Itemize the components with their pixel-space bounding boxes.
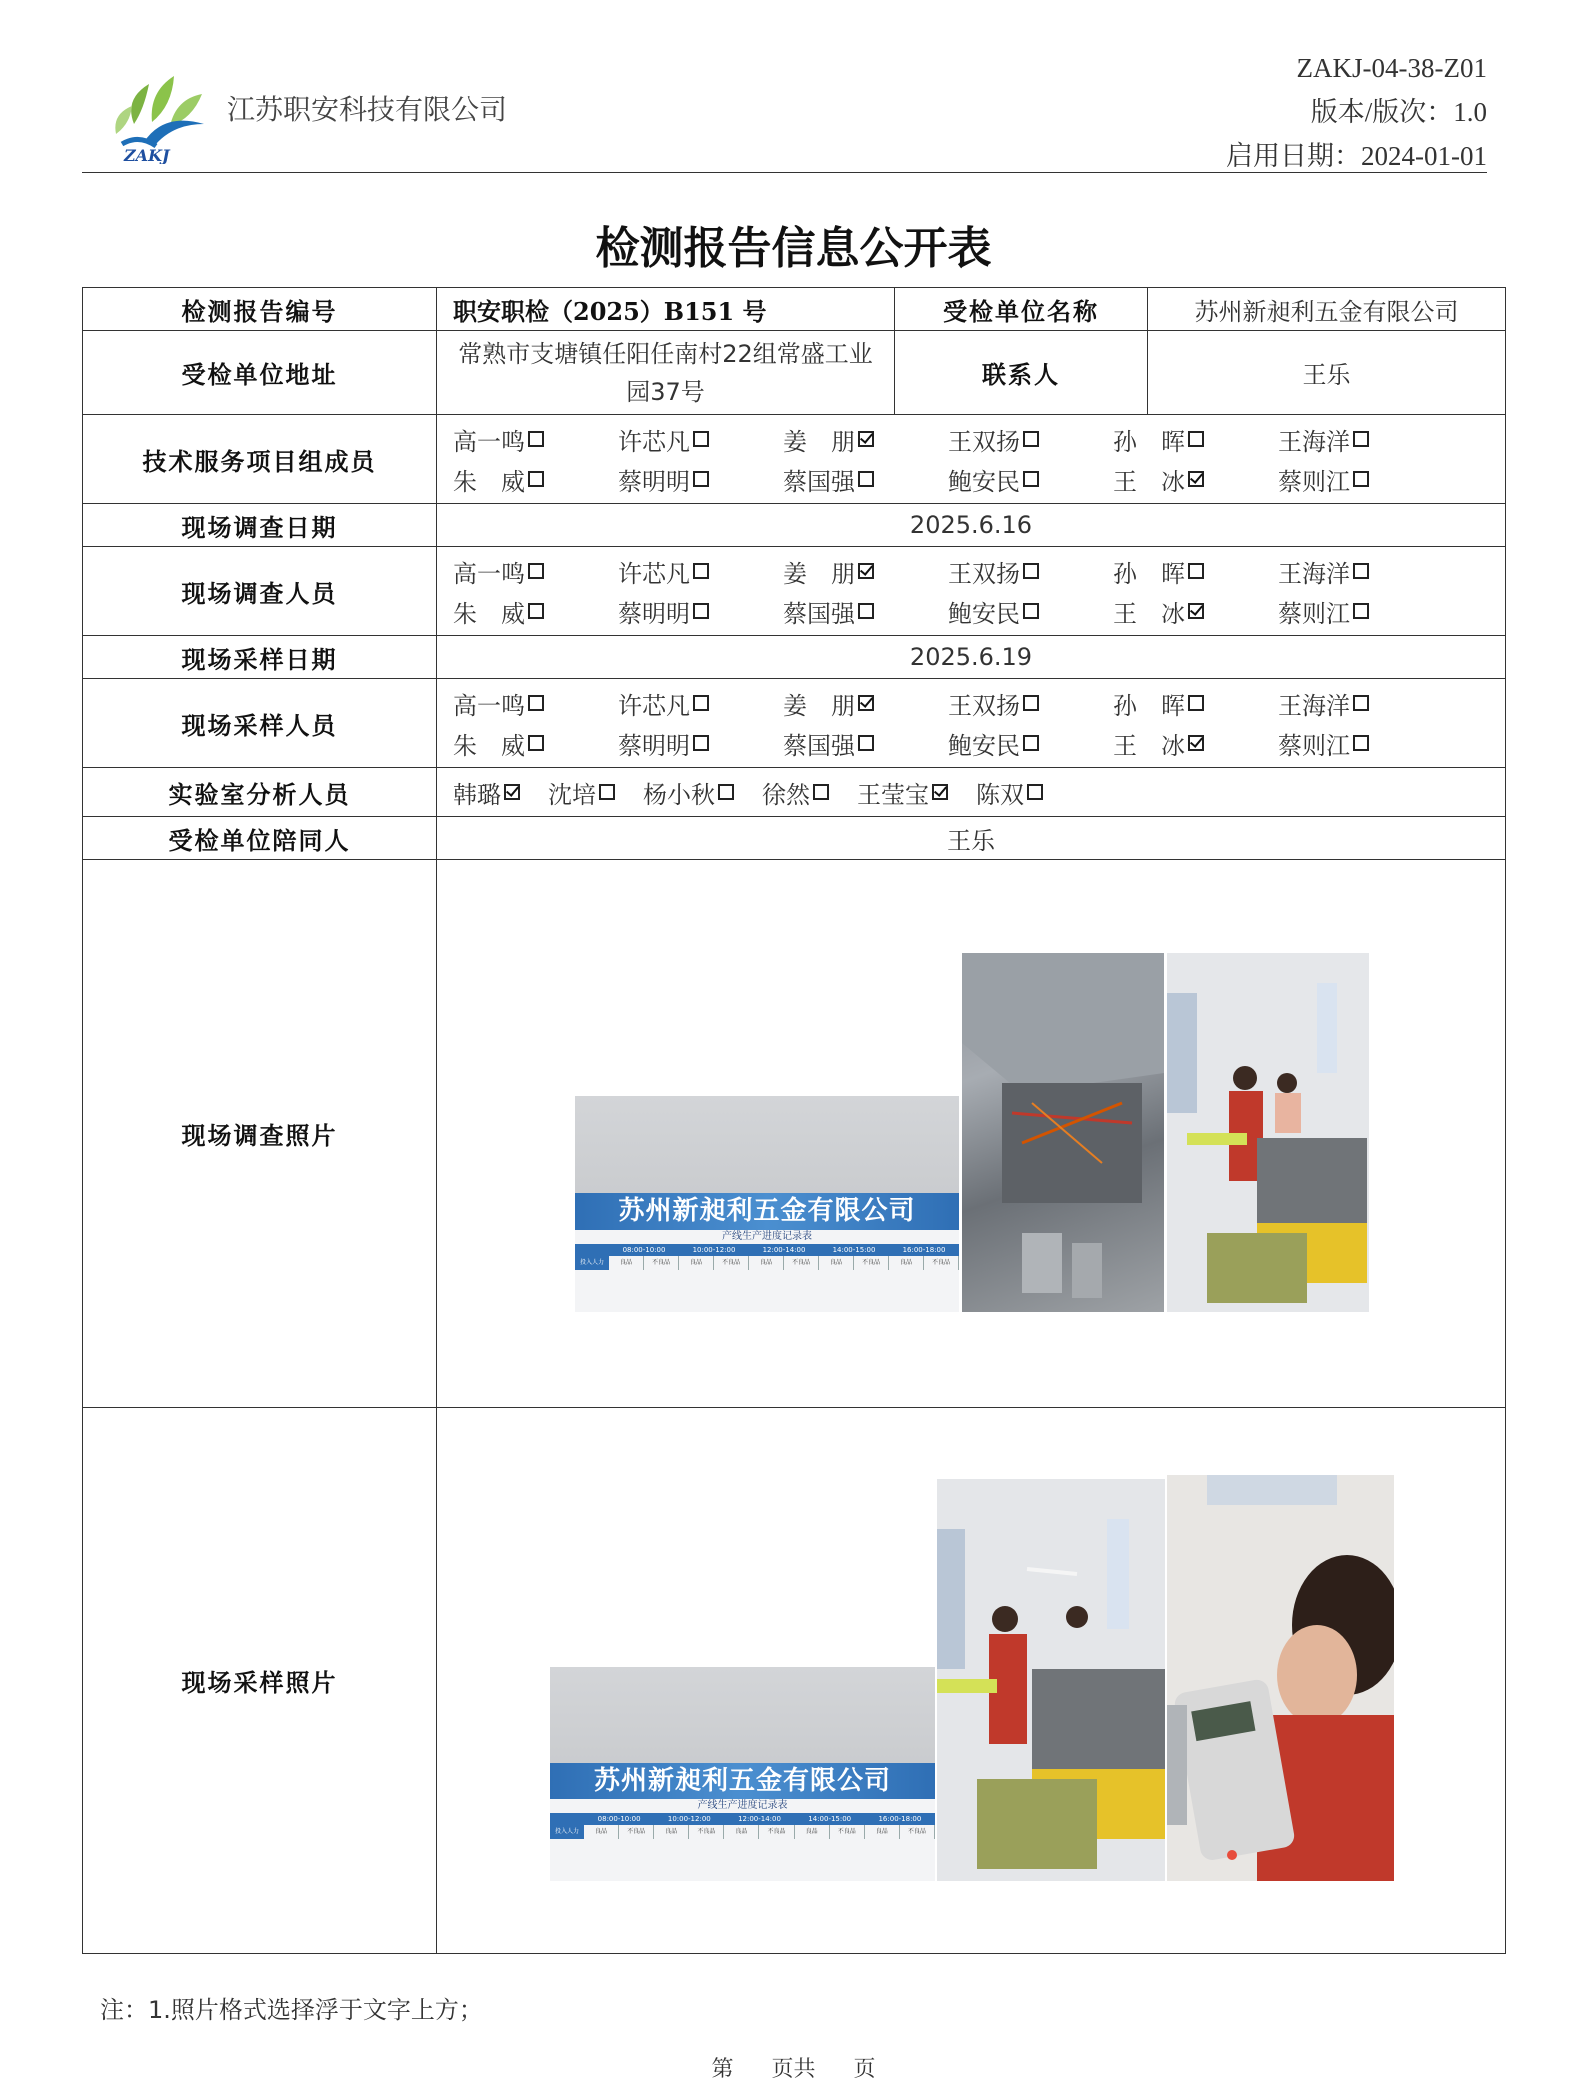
staff-name: 孙 晖 — [1113, 427, 1185, 456]
lab-staff-option — [976, 775, 1043, 810]
staff-row — [453, 419, 1505, 459]
checkbox-unchecked[interactable] — [858, 735, 874, 751]
footer-page: 第 — [711, 2057, 734, 2082]
staff-option — [1113, 686, 1278, 721]
sign-time: 14:00-15:00 — [832, 1246, 876, 1254]
sampling-photo-meter — [1167, 1475, 1394, 1881]
sign-banner — [550, 1763, 935, 1881]
survey-date-label: 现场调查日期 — [83, 504, 437, 547]
staff-name: 姜 朋 — [783, 691, 855, 720]
sign-cell: 不良品 — [900, 1825, 935, 1839]
lab-staff-option — [643, 775, 734, 810]
checkbox-checked[interactable] — [504, 784, 520, 800]
lab-staff-option — [762, 775, 829, 810]
staff-name: 王 冰 — [1113, 731, 1185, 760]
sign-cell: 不良品 — [924, 1256, 959, 1270]
page-footer — [0, 2052, 1587, 2083]
checkbox-unchecked[interactable] — [1353, 735, 1369, 751]
survey-date-value: 2025.6.16 — [437, 504, 1506, 547]
unit-name-label: 受检单位名称 — [895, 288, 1148, 331]
sign-cell: 良品 — [654, 1825, 689, 1839]
sign-cell: 良品 — [819, 1256, 854, 1270]
staff-option — [783, 686, 948, 721]
sign-cell: 不良品 — [644, 1256, 679, 1270]
sign-time: 10:00-12:00 — [667, 1815, 711, 1823]
footnote: 注：1.照片格式选择浮于文字上方； — [100, 1996, 483, 2024]
row-survey-photos — [83, 860, 1506, 1408]
sign-cells — [550, 1825, 935, 1839]
staff-option — [1113, 422, 1278, 457]
staff-name: 王双扬 — [948, 691, 1020, 720]
staff-name: 王 冰 — [1113, 599, 1185, 628]
checkbox-unchecked[interactable] — [1023, 431, 1039, 447]
sampling-staff-label: 现场采样人员 — [83, 679, 437, 768]
row-survey-date — [83, 504, 1506, 547]
sign-cell: 不良品 — [784, 1256, 819, 1270]
sign-cell: 良品 — [609, 1256, 644, 1270]
staff-name: 姜 朋 — [783, 427, 855, 456]
checkbox-unchecked[interactable] — [528, 603, 544, 619]
checkbox-unchecked[interactable] — [528, 431, 544, 447]
contact-value: 王乐 — [1148, 331, 1506, 415]
staff-name: 朱 威 — [453, 467, 525, 496]
doc-effective-date: 启用日期：2024-01-01 — [1226, 141, 1487, 171]
staff-option — [948, 726, 1113, 761]
escort-label: 受检单位陪同人 — [83, 817, 437, 860]
staff-option — [453, 422, 618, 457]
staff-option — [453, 726, 618, 761]
lab-staff-label: 实验室分析人员 — [83, 768, 437, 817]
staff-name: 蔡明明 — [618, 599, 690, 628]
checkbox-unchecked[interactable] — [1353, 603, 1369, 619]
staff-option — [618, 686, 783, 721]
sign-cell: 良品 — [749, 1256, 784, 1270]
staff-option — [618, 594, 783, 629]
sign-time: 16:00-18:00 — [878, 1815, 922, 1823]
sampling-date-value: 2025.6.19 — [437, 636, 1506, 679]
doc-meta — [1226, 46, 1487, 178]
staff-option — [1113, 594, 1278, 629]
logo-text: ZAKJ — [124, 146, 170, 164]
tech-members-list — [437, 415, 1506, 504]
sign-company: 苏州新昶利五金有限公司 — [550, 1763, 935, 1799]
sign-time: 12:00-14:00 — [762, 1246, 806, 1254]
staff-name: 蔡则江 — [1278, 467, 1350, 496]
survey-photo-sign — [575, 1096, 959, 1312]
sign-company: 苏州新昶利五金有限公司 — [575, 1193, 959, 1230]
staff-name: 蔡明明 — [618, 467, 690, 496]
staff-name: 鲍安民 — [948, 467, 1020, 496]
unit-name-value: 苏州新昶利五金有限公司 — [1148, 288, 1506, 331]
sign-time: 16:00-18:00 — [902, 1246, 946, 1254]
staff-option — [948, 594, 1113, 629]
row-sampling-staff — [83, 679, 1506, 768]
lab-staff-option — [857, 775, 948, 810]
lab-staff-name: 沈培 — [548, 780, 596, 809]
checkbox-unchecked[interactable] — [693, 735, 709, 751]
staff-option — [783, 462, 948, 497]
staff-option — [618, 422, 783, 457]
sign-cell: 不良品 — [619, 1825, 654, 1839]
staff-name: 王双扬 — [948, 559, 1020, 588]
row-tech-members — [83, 415, 1506, 504]
sign-cell: 良品 — [865, 1825, 900, 1839]
company-logo — [104, 64, 214, 164]
sign-cell: 良品 — [724, 1825, 759, 1839]
staff-name: 高一鸣 — [453, 427, 525, 456]
staff-name: 王双扬 — [948, 427, 1020, 456]
staff-name: 王海洋 — [1278, 691, 1350, 720]
sign-time-header — [575, 1244, 959, 1256]
checkbox-unchecked[interactable] — [693, 563, 709, 579]
checkbox-unchecked[interactable] — [693, 471, 709, 487]
survey-photos-label: 现场调查照片 — [83, 860, 437, 1408]
checkbox-unchecked[interactable] — [693, 603, 709, 619]
survey-photos-cell — [437, 860, 1506, 1408]
tech-members-label: 技术服务项目组成员 — [83, 415, 437, 504]
footer-of: 页共 — [771, 2057, 816, 2082]
doc-version: 版本/版次：1.0 — [1310, 97, 1487, 127]
survey-staff-label: 现场调查人员 — [83, 547, 437, 636]
staff-option — [948, 422, 1113, 457]
sign-cells — [575, 1256, 959, 1270]
staff-name: 王 冰 — [1113, 467, 1185, 496]
lab-staff-list — [437, 768, 1506, 817]
lab-staff-option — [453, 775, 520, 810]
staff-option — [1113, 462, 1278, 497]
escort-value: 王乐 — [437, 817, 1506, 860]
staff-option — [1278, 686, 1443, 721]
contact-label: 联系人 — [895, 331, 1148, 415]
checkbox-unchecked[interactable] — [1023, 563, 1039, 579]
staff-option — [1113, 554, 1278, 589]
staff-name: 孙 晖 — [1113, 559, 1185, 588]
checkbox-checked[interactable] — [932, 784, 948, 800]
address-label: 受检单位地址 — [83, 331, 437, 415]
info-table — [82, 287, 1506, 1954]
row-survey-staff — [83, 547, 1506, 636]
checkbox-checked[interactable] — [858, 431, 874, 447]
staff-option — [948, 462, 1113, 497]
checkbox-unchecked[interactable] — [599, 784, 615, 800]
row-address — [83, 331, 1506, 415]
checkbox-unchecked[interactable] — [1353, 431, 1369, 447]
checkbox-checked[interactable] — [858, 695, 874, 711]
survey-photo-workshop — [1167, 953, 1369, 1312]
checkbox-unchecked[interactable] — [718, 784, 734, 800]
page-header — [82, 40, 1487, 173]
staff-name: 朱 威 — [453, 599, 525, 628]
checkbox-unchecked[interactable] — [1023, 735, 1039, 751]
staff-option — [453, 554, 618, 589]
staff-name: 许芯凡 — [618, 427, 690, 456]
checkbox-unchecked[interactable] — [528, 563, 544, 579]
doc-code: ZAKJ-04-38-Z01 — [1296, 53, 1487, 83]
staff-option — [453, 686, 618, 721]
staff-name: 鲍安民 — [948, 731, 1020, 760]
staff-name: 蔡明明 — [618, 731, 690, 760]
checkbox-checked[interactable] — [1188, 735, 1204, 751]
sign-time: 14:00-15:00 — [808, 1815, 852, 1823]
staff-option — [453, 462, 618, 497]
staff-row — [453, 551, 1505, 591]
checkbox-unchecked[interactable] — [1353, 695, 1369, 711]
staff-row — [453, 683, 1505, 723]
staff-option — [783, 554, 948, 589]
company-name: 江苏职安科技有限公司 — [227, 93, 508, 126]
sign-time-header — [550, 1813, 935, 1825]
staff-name: 许芯凡 — [618, 559, 690, 588]
staff-name: 王海洋 — [1278, 427, 1350, 456]
sampling-photo-workshop — [937, 1479, 1165, 1881]
staff-row — [453, 591, 1505, 631]
row-escort — [83, 817, 1506, 860]
staff-name: 蔡国强 — [783, 731, 855, 760]
sign-row-label: 投入人力 — [575, 1256, 609, 1270]
staff-option — [948, 686, 1113, 721]
staff-option — [618, 554, 783, 589]
staff-option — [1278, 726, 1443, 761]
staff-option — [1278, 554, 1443, 589]
sign-cell: 不良品 — [714, 1256, 749, 1270]
sign-subtitle: 产线生产进度记录表 — [722, 1231, 812, 1242]
staff-option — [453, 594, 618, 629]
row-lab-staff — [83, 768, 1506, 817]
checkbox-unchecked[interactable] — [528, 695, 544, 711]
sign-time: 12:00-14:00 — [738, 1815, 781, 1823]
sampling-staff-list — [437, 679, 1506, 768]
checkbox-unchecked[interactable] — [1188, 695, 1204, 711]
sign-row-label: 投入人力 — [550, 1825, 584, 1839]
staff-option — [618, 462, 783, 497]
checkbox-unchecked[interactable] — [1188, 563, 1204, 579]
staff-option — [1278, 422, 1443, 457]
sign-cell: 不良品 — [854, 1256, 889, 1270]
checkbox-unchecked[interactable] — [1353, 563, 1369, 579]
lab-staff-name: 韩璐 — [453, 780, 501, 809]
checkbox-unchecked[interactable] — [1023, 695, 1039, 711]
staff-name: 高一鸣 — [453, 559, 525, 588]
row-sampling-date — [83, 636, 1506, 679]
checkbox-checked[interactable] — [1188, 471, 1204, 487]
staff-row — [453, 459, 1505, 499]
staff-name: 鲍安民 — [948, 599, 1020, 628]
sign-cell: 良品 — [889, 1256, 924, 1270]
sign-cell: 良品 — [584, 1825, 619, 1839]
sampling-photos-label: 现场采样照片 — [83, 1408, 437, 1954]
staff-name: 高一鸣 — [453, 691, 525, 720]
sign-cell: 良品 — [679, 1256, 714, 1270]
staff-option — [783, 594, 948, 629]
staff-name: 蔡则江 — [1278, 731, 1350, 760]
sampling-photo-sign — [550, 1667, 935, 1881]
lab-staff-name: 王莹宝 — [857, 780, 929, 809]
staff-name: 蔡国强 — [783, 467, 855, 496]
survey-photo-booth — [962, 953, 1164, 1312]
staff-name: 蔡则江 — [1278, 599, 1350, 628]
lab-staff-name: 徐然 — [762, 780, 810, 809]
sign-cell: 不良品 — [830, 1825, 865, 1839]
staff-name: 姜 朋 — [783, 559, 855, 588]
checkbox-unchecked[interactable] — [813, 784, 829, 800]
sign-time: 10:00-12:00 — [692, 1246, 736, 1254]
staff-name: 王海洋 — [1278, 559, 1350, 588]
staff-name: 许芯凡 — [618, 691, 690, 720]
checkbox-unchecked[interactable] — [858, 471, 874, 487]
survey-staff-list — [437, 547, 1506, 636]
sign-cell: 不良品 — [759, 1825, 794, 1839]
staff-option — [1278, 462, 1443, 497]
checkbox-unchecked[interactable] — [693, 695, 709, 711]
checkbox-unchecked[interactable] — [858, 603, 874, 619]
sign-cell: 不良品 — [689, 1825, 724, 1839]
checkbox-unchecked[interactable] — [1023, 471, 1039, 487]
row-report-no — [83, 288, 1506, 331]
staff-option — [1113, 726, 1278, 761]
sign-cell: 良品 — [795, 1825, 830, 1839]
checkbox-unchecked[interactable] — [528, 735, 544, 751]
page-title: 检测报告信息公开表 — [595, 223, 992, 274]
checkbox-unchecked[interactable] — [1023, 603, 1039, 619]
checkbox-unchecked[interactable] — [1188, 431, 1204, 447]
footer-end: 页 — [853, 2057, 876, 2082]
sign-banner — [575, 1193, 959, 1312]
staff-option — [783, 422, 948, 457]
report-no-value: 职安职检（2025）B151 号 — [437, 288, 895, 331]
address-value: 常熟市支塘镇任阳任南村22组常盛工业园37号 — [437, 331, 895, 415]
staff-option — [948, 554, 1113, 589]
staff-option — [1278, 594, 1443, 629]
lab-staff-name: 杨小秋 — [643, 780, 715, 809]
staff-option — [618, 726, 783, 761]
checkbox-unchecked[interactable] — [528, 471, 544, 487]
staff-row — [453, 723, 1505, 763]
sign-time: 08:00-10:00 — [622, 1246, 666, 1254]
checkbox-unchecked[interactable] — [1353, 471, 1369, 487]
staff-option — [783, 726, 948, 761]
checkbox-unchecked[interactable] — [1027, 784, 1043, 800]
row-sampling-photos — [83, 1408, 1506, 1954]
lab-staff-option — [548, 775, 615, 810]
lab-staff-name: 陈双 — [976, 780, 1024, 809]
checkbox-checked[interactable] — [1188, 603, 1204, 619]
sampling-photos-cell — [437, 1408, 1506, 1954]
staff-name: 朱 威 — [453, 731, 525, 760]
checkbox-checked[interactable] — [858, 563, 874, 579]
sign-time: 08:00-10:00 — [597, 1815, 641, 1823]
sampling-date-label: 现场采样日期 — [83, 636, 437, 679]
report-no-label: 检测报告编号 — [83, 288, 437, 331]
checkbox-unchecked[interactable] — [693, 431, 709, 447]
staff-name: 蔡国强 — [783, 599, 855, 628]
staff-name: 孙 晖 — [1113, 691, 1185, 720]
sign-subtitle: 产线生产进度记录表 — [697, 1800, 788, 1811]
